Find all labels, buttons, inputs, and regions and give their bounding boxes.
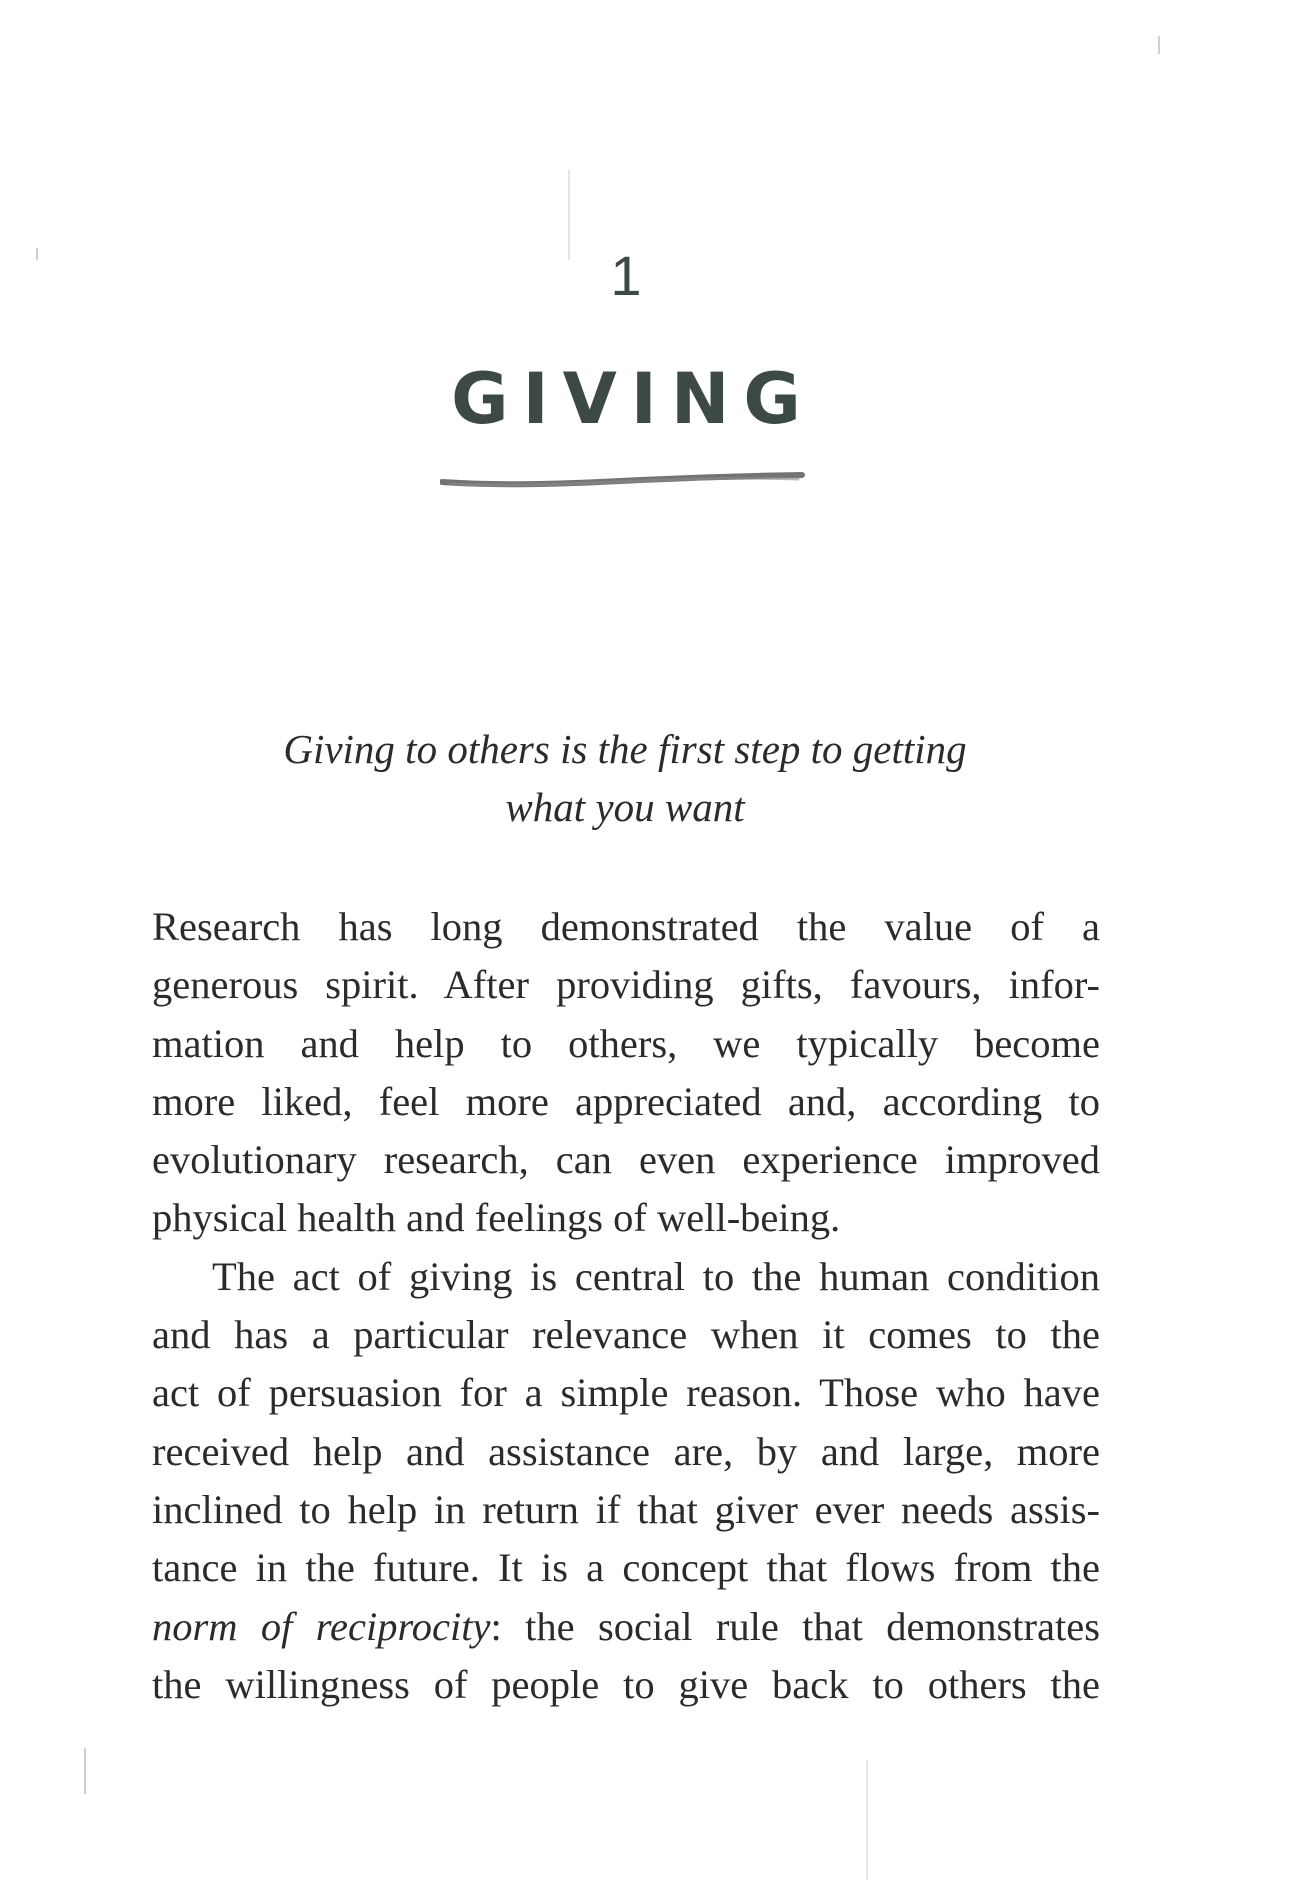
text-line: and has a particular relevance when it comes to the [152,1312,1100,1358]
body-text [152,898,1100,1714]
paragraph [152,1248,1100,1714]
epigraph-line: what you want [505,784,745,830]
paragraph [152,898,1100,1248]
text-line: mation and help to others, we typically become [152,1020,1100,1066]
text-line: The act of giving is central to the human condition [212,1253,1100,1299]
text-line: received help and assistance are, by and large, more [152,1428,1100,1474]
text-line: evolutionary research, can even experience improved [152,1137,1100,1183]
text-line: the willingness of people to give back to others the [152,1661,1100,1707]
text-line: act of persuasion for a simple reason. Those who have [152,1370,1100,1416]
text-line: more liked, feel more appreciated and, according to [152,1078,1100,1124]
epigraph-line: Giving to others is the first step to getting [283,726,967,772]
italic-term: norm of reciprocity [152,1603,491,1649]
scan-speck [1158,36,1160,54]
text-line: tance in the future. It is a concept that flows from the [152,1545,1100,1591]
scan-speck [866,1760,868,1880]
scan-speck [568,170,570,260]
chapter-title: GIVING [451,358,815,440]
text-line: generous spirit. After providing gifts, favours, infor- [152,962,1100,1008]
text-line: physical health and feelings of well-being. [152,1195,841,1241]
text-line: Research has long demonstrated the value of a [152,904,1100,949]
text-line: inclined to help in return if that giver ever needs assis- [152,1486,1100,1532]
text-line [152,1598,1100,1656]
epigraph [150,720,1100,836]
decorative-rule [440,470,805,494]
text-run: : the social rule that demonstrates [490,1603,1100,1649]
chapter-number: 1 [610,244,642,307]
scan-speck [84,1748,86,1794]
